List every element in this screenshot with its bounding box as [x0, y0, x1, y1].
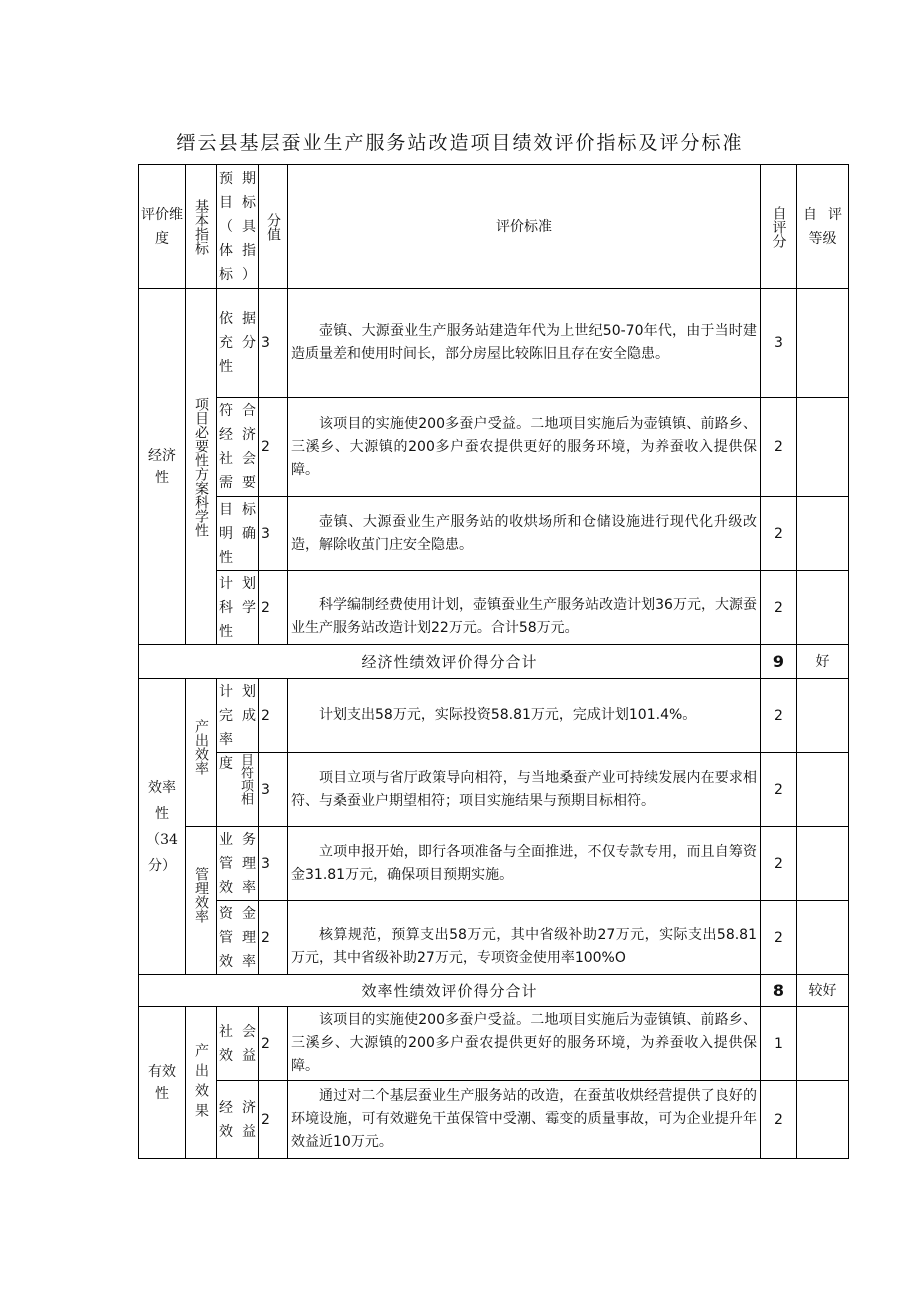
dimension-economic: 经济性	[139, 289, 186, 645]
standard-cell: 壶镇、大源蚕业生产服务站的收烘场所和仓储设施进行现代化升级改造，解除收茧门庄安全隐患。	[288, 497, 761, 571]
self-score-cell: 2	[761, 901, 797, 975]
table-row	[139, 1007, 849, 1081]
page-title: 缙云县基层蚕业生产服务站改造项目绩效评价指标及评分标准	[176, 132, 744, 154]
table-row	[139, 679, 849, 753]
self-score-cell: 1	[761, 1007, 797, 1081]
table-row	[139, 398, 849, 497]
target-part-a: 度	[219, 756, 233, 772]
basic-output-efficiency: 产出效率	[186, 679, 217, 827]
self-score-cell: 2	[761, 497, 797, 571]
table-row	[139, 497, 849, 571]
table-row	[139, 1081, 849, 1159]
self-grade-cell	[797, 679, 849, 753]
standard-cell: 立项申报开始，即行各项准备与全面推进，不仅专款专用，而且自筹资金31.81万元，确保项目预期实施。	[288, 827, 761, 901]
target-cell: 目标明确性	[217, 497, 259, 571]
table-row	[139, 753, 849, 827]
score-cell: 2	[259, 571, 288, 645]
basic-management-efficiency: 管理效率	[186, 827, 217, 975]
target-cell: 依据充分性	[217, 289, 259, 398]
table-row	[139, 901, 849, 975]
self-score-cell: 2	[761, 1081, 797, 1159]
standard-cell: 项目立项与省厅政策导向相符，与当地桑蚕产业可持续发展内在要求相符、与桑蚕业户期望相符；项目实施结果与预期目标相符。	[288, 753, 761, 827]
standard-cell: 科学编制经费使用计划，壶镇蚕业生产服务站改造计划36万元，大源蚕业生产服务站改造计划22万元。合计58万元。	[288, 571, 761, 645]
subtotal-grade: 好	[797, 645, 849, 679]
table-row	[139, 827, 849, 901]
target-cell: 计划完成率	[217, 679, 259, 753]
score-cell: 3	[259, 497, 288, 571]
standard-cell: 该项目的实施使200多蚕户受益。二地项目实施后为壶镇镇、前路乡、三溪乡、大源镇的200多户蚕农提供更好的服务环境，为养蚕收入提供保障。	[288, 398, 761, 497]
self-grade-cell	[797, 827, 849, 901]
self-grade-cell	[797, 1007, 849, 1081]
header-standard: 评价标准	[288, 165, 761, 289]
subtotal-label: 经济性绩效评价得分合计	[139, 645, 761, 679]
self-score-cell: 2	[761, 571, 797, 645]
standard-cell: 该项目的实施使200多蚕户受益。二地项目实施后为壶镇镇、前路乡、三溪乡、大源镇的200多户蚕农提供更好的服务环境，为养蚕收入提供保障。	[288, 1007, 761, 1081]
self-grade-cell	[797, 398, 849, 497]
self-grade-cell	[797, 289, 849, 398]
score-cell: 2	[259, 1007, 288, 1081]
target-cell: 社会效益	[217, 1007, 259, 1081]
self-grade-cell	[797, 571, 849, 645]
target-cell: 经济效益	[217, 1081, 259, 1159]
header-target: 预期目标（具体指标）	[217, 165, 259, 289]
basic-economic: 项目必要性方案科学性	[186, 289, 217, 645]
dimension-efficiency: 效率性（34分）	[139, 679, 186, 975]
self-score-cell: 2	[761, 679, 797, 753]
basic-output-effect: 产出效果	[186, 1007, 217, 1159]
self-score-cell: 2	[761, 753, 797, 827]
score-cell: 3	[259, 753, 288, 827]
table-row	[139, 571, 849, 645]
self-score-cell: 2	[761, 827, 797, 901]
target-cell: 符合经济社会需要	[217, 398, 259, 497]
subtotal-label: 效率性绩效评价得分合计	[139, 975, 761, 1007]
score-cell: 2	[259, 901, 288, 975]
target-cell	[217, 753, 259, 827]
score-cell: 3	[259, 289, 288, 398]
self-grade-cell	[797, 1081, 849, 1159]
self-score-cell: 2	[761, 398, 797, 497]
header-row	[139, 165, 849, 289]
target-cell: 业务管理效率	[217, 827, 259, 901]
self-score-cell: 3	[761, 289, 797, 398]
target-cell: 资金管理效率	[217, 901, 259, 975]
subtotal-score: 9	[761, 645, 797, 679]
table-row	[139, 289, 849, 398]
score-cell: 2	[259, 679, 288, 753]
standard-cell: 核算规范，预算支出58万元，其中省级补助27万元，实际支出58.81万元，其中省级补助27万元，专项资金使用率100%O	[288, 901, 761, 975]
header-dimension: 评价维度	[139, 165, 186, 289]
score-cell: 2	[259, 1081, 288, 1159]
self-grade-cell	[797, 753, 849, 827]
target-cell: 计划科学性	[217, 571, 259, 645]
standard-cell: 壶镇、大源蚕业生产服务站建造年代为上世纪50-70年代，由于当时建造质量差和使用时间长，部分房屋比较陈旧且存在安全隐患。	[288, 289, 761, 398]
dimension-effectiveness: 有效性	[139, 1007, 186, 1159]
header-self-grade: 自评等级	[797, 165, 849, 289]
header-basic: 基本指标	[186, 165, 217, 289]
standard-cell: 通过对二个基层蚕业生产服务站的改造，在蚕茧收烘经营提供了良好的环境设施，可有效避免干茧保管中受潮、霉变的质量事故，可为企业提升年效益近10万元。	[288, 1081, 761, 1159]
standard-cell: 计划支出58万元，实际投资58.81万元，完成计划101.4%。	[288, 679, 761, 753]
score-cell: 2	[259, 398, 288, 497]
self-grade-cell	[797, 901, 849, 975]
subtotal-score: 8	[761, 975, 797, 1007]
header-score: 分值	[259, 165, 288, 289]
subtotal-row	[139, 975, 849, 1007]
score-cell: 3	[259, 827, 288, 901]
self-grade-cell	[797, 497, 849, 571]
subtotal-row	[139, 645, 849, 679]
evaluation-table	[138, 164, 849, 1159]
header-self-score: 自评分	[761, 165, 797, 289]
subtotal-grade: 较好	[797, 975, 849, 1007]
target-part-b: 目符项相	[238, 753, 253, 805]
